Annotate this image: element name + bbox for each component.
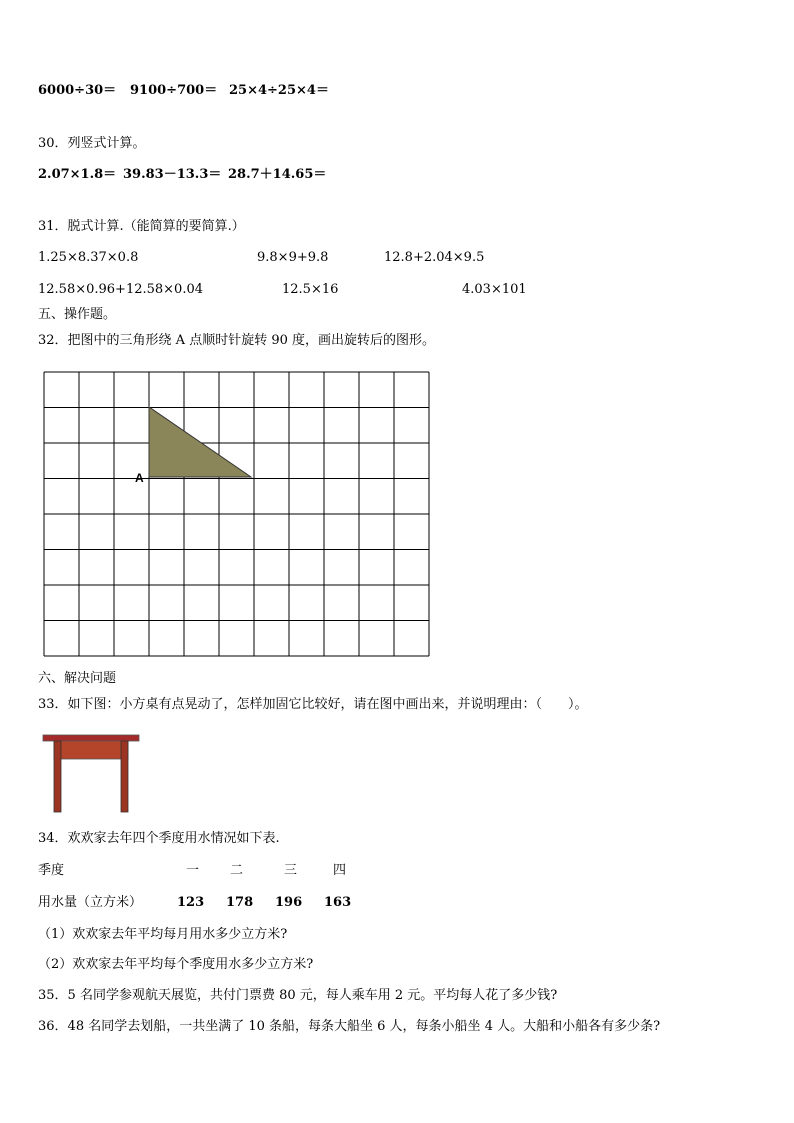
section-6-heading: 六、解决问题 bbox=[38, 671, 117, 686]
value-q2: 178 bbox=[226, 895, 254, 910]
expr-28-7: 28.7＋14.65＝ bbox=[228, 167, 327, 182]
expr-2-07: 2.07×1.8＝ bbox=[38, 167, 117, 182]
question-32-title: 32．把图中的三角形绕 A 点顺时针旋转 90 度，画出旋转后的图形。 bbox=[38, 333, 436, 348]
expr-25x4: 25×4÷25×4＝ bbox=[229, 83, 329, 98]
expr-12-8: 12.8+2.04×9.5 bbox=[384, 250, 485, 265]
value-q1: 123 bbox=[177, 895, 205, 910]
expr-1-25: 1.25×8.37×0.8 bbox=[38, 250, 139, 265]
table-top bbox=[43, 735, 139, 741]
question-31-title: 31．脱式计算.（能简算的要简算.） bbox=[38, 219, 245, 234]
question-30-title: 30．列竖式计算。 bbox=[38, 136, 146, 151]
rotation-grid bbox=[40, 368, 430, 658]
quarter-3: 三 bbox=[284, 863, 298, 878]
triangle bbox=[149, 407, 251, 477]
expr-4-03: 4.03×101 bbox=[462, 282, 527, 297]
expr-9100-div-700: 9100÷700＝ bbox=[130, 83, 218, 98]
question-34-sub-2: （2）欢欢家去年平均每个季度用水多少立方米? bbox=[38, 957, 314, 972]
value-q3: 196 bbox=[275, 895, 303, 910]
table-header-label: 季度 bbox=[38, 863, 65, 878]
expr-12-58: 12.58×0.96+12.58×0.04 bbox=[38, 282, 204, 297]
table-apron bbox=[54, 741, 128, 759]
value-q4: 163 bbox=[324, 895, 352, 910]
question-33-title: 33．如下图：小方桌有点晃动了，怎样加固它比较好，请在图中画出来，并说明理由：（ ）。 bbox=[38, 697, 588, 712]
table-leg-right bbox=[121, 741, 128, 812]
question-35: 35．5 名同学参观航天展览，共付门票费 80 元，每人乘车用 2 元。平均每人花了多少钱? bbox=[38, 988, 558, 1003]
point-a-label: A bbox=[135, 471, 144, 485]
quarter-4: 四 bbox=[333, 863, 347, 878]
quarter-1: 一 bbox=[186, 863, 200, 878]
expr-12-5x16: 12.5×16 bbox=[282, 282, 339, 297]
question-34-sub-1: （1）欢欢家去年平均每月用水多少立方米? bbox=[38, 927, 288, 942]
expr-39-83: 39.83－13.3＝ bbox=[123, 167, 222, 182]
expr-6000-div-30: 6000÷30＝ bbox=[38, 83, 117, 98]
question-36: 36．48 名同学去划船，一共坐满了 10 条船，每条大船坐 6 人，每条小船坐 4 人。大船和小船各有多少条? bbox=[38, 1019, 661, 1034]
section-5-heading: 五、操作题。 bbox=[38, 307, 117, 322]
table-row-label: 用水量（立方米） bbox=[38, 895, 143, 910]
table-leg-left bbox=[54, 741, 61, 812]
expr-9-8: 9.8×9+9.8 bbox=[257, 250, 329, 265]
question-34-title: 34．欢欢家去年四个季度用水情况如下表. bbox=[38, 831, 280, 846]
quarter-2: 二 bbox=[230, 863, 244, 878]
wobbly-table-figure bbox=[40, 733, 142, 815]
